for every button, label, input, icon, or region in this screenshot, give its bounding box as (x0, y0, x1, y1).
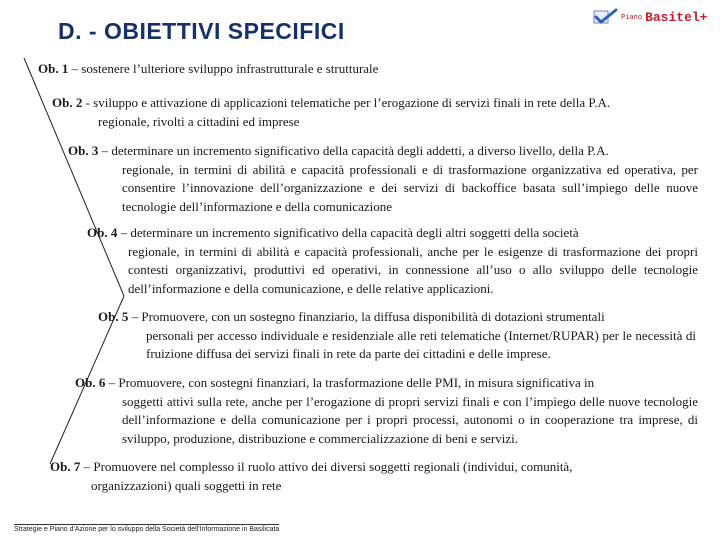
objective-continuation: organizzazioni) quali soggetti in rete (91, 477, 282, 493)
objective-text: – determinare un incremento significativo della capacità degli altri soggetti della società (120, 225, 579, 240)
objective-text: – Promuovere, con sostegni finanziari, la trasformazione delle PMI, in misura significativa in (108, 375, 595, 390)
objective-text: – sostenere l’ulteriore sviluppo infrastrutturale e strutturale (71, 61, 379, 76)
objective-label: Ob. 5 (98, 309, 129, 324)
objective-label: Ob. 3 (68, 143, 99, 158)
objective-6 (75, 374, 698, 448)
objective-label: Ob. 4 (87, 225, 118, 240)
page-title: D. - OBIETTIVI SPECIFICI (58, 18, 345, 44)
objective-continuation: soggetti attivi sulla rete, anche per l’erogazione di propri servizi finali e con l’impiego delle nuove tecnologie dell’informazione e della comunicazione per i propri processi, autonomi o in cooperazione tra imprese, di sviluppo, produzione, distribuzione e commercializzazione di beni e servizi. (122, 393, 698, 446)
objective-continuation: personali per accesso individuale e residenziale alle reti telematiche (Internet/RUPAR) per le necessità di fruizione diffusa dei servizi finali in rete da parte dei cittadini e delle imprese. (146, 327, 696, 361)
objective-continuation: regionale, rivolti a cittadini ed imprese (98, 113, 300, 129)
objective-label: Ob. 2 (52, 95, 83, 110)
objective-1 (38, 60, 678, 79)
objective-text: – Promuovere, con un sostegno finanziario, la diffusa disponibilità di dotazioni strumentali (131, 309, 605, 324)
logo-small-text: Piano (621, 13, 643, 21)
objective-text: - sviluppo e attivazione di applicazioni telematiche per l’erogazione di servizi finali in rete della P.A. (85, 95, 611, 110)
objective-text: – determinare un incremento significativo della capacità degli addetti, a diverso livello, della P.A. (101, 143, 609, 158)
page-footer: Strategie e Piano d'Azione per lo sviluppo della Società dell'Informazione in Basilicata (14, 526, 280, 533)
objective-7 (50, 458, 684, 495)
objective-label: Ob. 1 (38, 61, 69, 76)
objective-5 (98, 308, 696, 364)
objective-text: – Promuovere nel complesso il ruolo attivo dei diversi soggetti regionali (individui, comunità, (83, 459, 573, 474)
objective-3 (68, 142, 698, 216)
objective-2 (52, 94, 698, 131)
objective-4 (87, 224, 698, 298)
logo-brand-text: Basitel+ (645, 9, 708, 25)
objective-label: Ob. 7 (50, 459, 81, 474)
objective-label: Ob. 6 (75, 375, 106, 390)
objective-continuation: regionale, in termini di abilità e capacità professionali, anche per le esigenze di trasformazione dei propri contesti organizzativi, produttivi ed operativi, in connessione all’uso o allo sviluppo delle tecnologie dell’informazione e della comunicazione, e delle relative applicazioni. (128, 243, 698, 296)
objective-continuation: regionale, in termini di abilità e capacità professionali e di trasformazione organizzativa ed operativa, per consentire l’innovazione dell’organizzazione e dei servizi di backoffice basata sull’impiego delle nuove tecnologie dell’informazione e della comunicazione (122, 161, 698, 214)
